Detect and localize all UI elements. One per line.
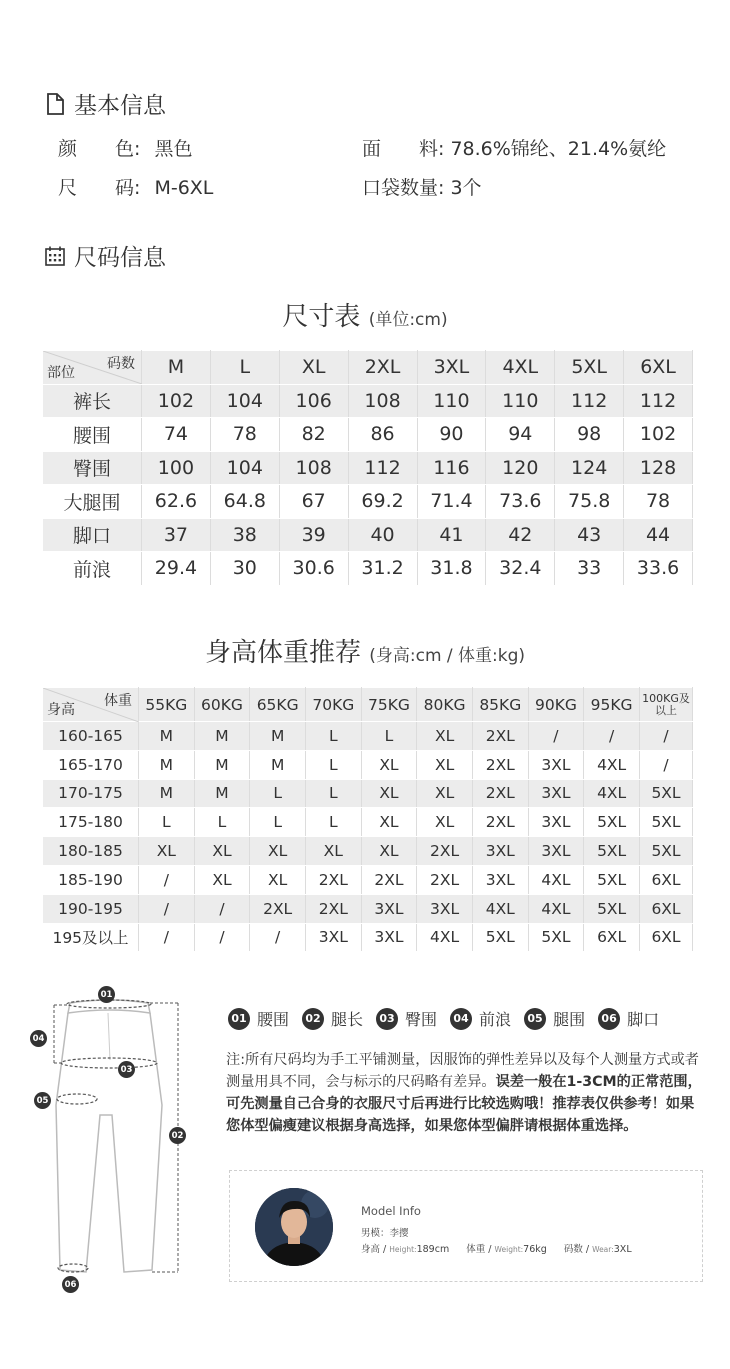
- rec-size-cell: 2XL: [472, 808, 528, 837]
- size-value-cell: 98: [555, 418, 624, 452]
- legend-number-badge: 01: [228, 1008, 250, 1030]
- fabric-row: [362, 134, 666, 161]
- model-info-title: Model Info: [361, 1204, 421, 1218]
- pocket-row: [362, 173, 482, 200]
- rec-size-cell: XL: [417, 750, 473, 779]
- size-value-cell: 42: [486, 518, 555, 552]
- height-row-label: 165-170: [43, 750, 139, 779]
- model-name: 男模：李撄: [361, 1228, 409, 1239]
- legend-item: [228, 1007, 289, 1030]
- size-header-cell: M: [142, 351, 211, 385]
- rec-size-cell: 3XL: [528, 779, 584, 808]
- size-table-title: 尺寸表: [282, 302, 361, 332]
- size-table-row: [43, 418, 693, 452]
- size-table-row: [43, 518, 693, 552]
- pin-05: 05: [34, 1092, 51, 1109]
- rec-size-cell: 2XL: [250, 894, 306, 923]
- rec-size-cell: M: [250, 722, 306, 751]
- legend-item: [450, 1007, 511, 1030]
- measure-legend: [228, 1007, 672, 1030]
- size-value-cell: 75.8: [555, 485, 624, 519]
- rec-size-cell: /: [139, 894, 195, 923]
- rec-size-cell: M: [194, 779, 250, 808]
- weight-header-cell: 85KG: [472, 688, 528, 722]
- rec-size-cell: /: [528, 722, 584, 751]
- rec-size-cell: L: [305, 808, 361, 837]
- rec-size-cell: 2XL: [305, 894, 361, 923]
- size-value-cell: 108: [348, 384, 417, 418]
- rec-size-cell: XL: [250, 865, 306, 894]
- corner-bottom-label: 身高: [47, 702, 75, 718]
- legend-item: [524, 1007, 585, 1030]
- basic-info-heading: [44, 87, 166, 120]
- size-value-cell: 124: [555, 451, 624, 485]
- weight-en: Weight:: [494, 1245, 524, 1254]
- weight-header-cell: 65KG: [250, 688, 306, 722]
- rec-size-cell: XL: [250, 837, 306, 866]
- size-value-cell: 44: [624, 518, 693, 552]
- legend-label: 腰围: [257, 1010, 290, 1029]
- fabric-value: 78.6%锦纶、21.4%氨纶: [450, 138, 667, 160]
- legend-number-badge: 06: [598, 1008, 620, 1030]
- size-row-label: 裤长: [43, 384, 142, 418]
- rec-size-cell: 2XL: [472, 779, 528, 808]
- size-header-cell: 4XL: [486, 351, 555, 385]
- height-row-label: 175-180: [43, 808, 139, 837]
- rec-size-cell: 6XL: [584, 923, 640, 952]
- size-header-cell: 3XL: [417, 351, 486, 385]
- rec-size-cell: /: [194, 894, 250, 923]
- height-en: Height:: [389, 1245, 417, 1254]
- weight-header-cell: 75KG: [361, 688, 417, 722]
- rec-size-cell: XL: [417, 808, 473, 837]
- rec-table-header-row: [43, 688, 693, 722]
- rec-size-cell: L: [250, 779, 306, 808]
- rec-size-cell: XL: [139, 837, 195, 866]
- legend-label: 腿长: [331, 1010, 364, 1029]
- size-value-cell: 67: [279, 485, 348, 519]
- size-row-label: 臀围: [43, 451, 142, 485]
- size-value-cell: 128: [624, 451, 693, 485]
- size-table-row: [43, 552, 693, 586]
- weight-header-cell: 95KG: [584, 688, 640, 722]
- rec-size-cell: M: [139, 750, 195, 779]
- rec-size-cell: XL: [417, 779, 473, 808]
- size-header-cell: 2XL: [348, 351, 417, 385]
- rec-size-cell: M: [194, 750, 250, 779]
- rec-size-cell: XL: [361, 837, 417, 866]
- rec-table: [42, 687, 693, 952]
- height-value: 189cm: [416, 1244, 450, 1255]
- corner-top-label: 体重: [104, 693, 132, 709]
- rec-size-cell: XL: [417, 722, 473, 751]
- size-table-row: [43, 485, 693, 519]
- size-value-cell: 30.6: [279, 552, 348, 586]
- size-table-unit: (单位:cm): [368, 310, 448, 330]
- size-value-cell: 104: [210, 451, 279, 485]
- fabric-label: 面 料:: [362, 138, 445, 160]
- size-value-cell: 112: [348, 451, 417, 485]
- rec-table-corner: [43, 688, 139, 722]
- legend-number-badge: 04: [450, 1008, 472, 1030]
- basic-info-title: 基本信息: [74, 93, 166, 119]
- pin-06: 06: [62, 1276, 79, 1293]
- rec-size-cell: 2XL: [417, 837, 473, 866]
- weight-header-cell: 60KG: [194, 688, 250, 722]
- height-row-label: 180-185: [43, 837, 139, 866]
- rec-table-title: 身高体重推荐: [204, 638, 361, 668]
- rec-size-cell: XL: [361, 808, 417, 837]
- size-value-cell: 62.6: [142, 485, 211, 519]
- weight-header-cell: 55KG: [139, 688, 195, 722]
- size-header-cell: 5XL: [555, 351, 624, 385]
- rec-size-cell: 4XL: [417, 923, 473, 952]
- rec-size-cell: 5XL: [640, 808, 693, 837]
- model-avatar: [255, 1188, 333, 1266]
- rec-size-cell: 5XL: [584, 808, 640, 837]
- weight-header-cell: 80KG: [417, 688, 473, 722]
- weight-cn: 体重 /: [466, 1244, 492, 1255]
- rec-size-cell: 6XL: [640, 894, 693, 923]
- height-cn: 身高 /: [361, 1244, 387, 1255]
- pants-diagram: [20, 985, 220, 1295]
- rec-size-cell: 4XL: [584, 750, 640, 779]
- pin-01: 01: [98, 986, 115, 1003]
- size-value-cell: 108: [279, 451, 348, 485]
- legend-item: [376, 1007, 437, 1030]
- size-table-corner: [43, 351, 142, 385]
- size-value-cell: 102: [624, 418, 693, 452]
- wear-en: Wear:: [592, 1245, 614, 1254]
- rec-size-cell: M: [194, 722, 250, 751]
- size-value-cell: 73.6: [486, 485, 555, 519]
- rec-size-cell: M: [139, 722, 195, 751]
- rec-table-row: [43, 894, 693, 923]
- height-row-label: 185-190: [43, 865, 139, 894]
- rec-size-cell: 2XL: [361, 865, 417, 894]
- rec-size-cell: L: [305, 722, 361, 751]
- size-value-cell: 32.4: [486, 552, 555, 586]
- size-row-label: 腰围: [43, 418, 142, 452]
- legend-label: 臀围: [405, 1010, 438, 1029]
- rec-size-cell: 6XL: [640, 923, 693, 952]
- rec-size-cell: M: [250, 750, 306, 779]
- height-row-label: 160-165: [43, 722, 139, 751]
- rec-size-cell: 4XL: [472, 894, 528, 923]
- legend-number-badge: 05: [524, 1008, 546, 1030]
- weight-value: 76kg: [523, 1244, 547, 1255]
- legend-label: 脚口: [627, 1010, 660, 1029]
- rec-size-cell: XL: [194, 865, 250, 894]
- rec-size-cell: 2XL: [472, 722, 528, 751]
- rec-size-cell: XL: [305, 837, 361, 866]
- size-header-cell: L: [210, 351, 279, 385]
- rec-table-row: [43, 779, 693, 808]
- rec-table-row: [43, 837, 693, 866]
- rec-size-cell: /: [584, 722, 640, 751]
- size-value-cell: 33.6: [624, 552, 693, 586]
- weight-header-cell: 70KG: [305, 688, 361, 722]
- size-value-cell: 31.2: [348, 552, 417, 586]
- pin-03: 03: [118, 1061, 135, 1078]
- rec-size-cell: /: [640, 722, 693, 751]
- size-value: M-6XL: [154, 177, 214, 199]
- model-stats: [361, 1241, 632, 1255]
- rec-size-cell: 2XL: [305, 865, 361, 894]
- legend-number-badge: 03: [376, 1008, 398, 1030]
- size-table-row: [43, 384, 693, 418]
- size-header-cell: 6XL: [624, 351, 693, 385]
- size-value-cell: 110: [417, 384, 486, 418]
- rec-size-cell: L: [305, 750, 361, 779]
- rec-size-cell: 3XL: [528, 808, 584, 837]
- rec-size-cell: /: [194, 923, 250, 952]
- rec-table-row: [43, 865, 693, 894]
- size-value-cell: 71.4: [417, 485, 486, 519]
- size-value-cell: 94: [486, 418, 555, 452]
- note-normal: 注:所有尺码均为手工平铺测量，因服饰的弹性差异以及每个人测量方式或者测量用具不同，会与标示的尺码略有差异。: [226, 1052, 699, 1090]
- legend-item: [598, 1007, 659, 1030]
- model-info-card: [229, 1170, 703, 1282]
- rec-size-cell: 5XL: [584, 865, 640, 894]
- height-row-label: 190-195: [43, 894, 139, 923]
- size-label: 尺 码:: [58, 177, 141, 199]
- size-table-header-row: [43, 351, 693, 385]
- rec-size-cell: 4XL: [528, 894, 584, 923]
- legend-item: [302, 1007, 363, 1030]
- size-header-cell: XL: [279, 351, 348, 385]
- rec-size-cell: 5XL: [472, 923, 528, 952]
- size-value-cell: 86: [348, 418, 417, 452]
- size-row-label: 前浪: [43, 552, 142, 586]
- rec-table-unit: (身高:cm / 体重:kg): [369, 646, 526, 666]
- rec-size-cell: 5XL: [584, 894, 640, 923]
- rec-size-cell: XL: [194, 837, 250, 866]
- calendar-icon: [44, 245, 66, 267]
- size-value-cell: 110: [486, 384, 555, 418]
- rec-size-cell: 3XL: [417, 894, 473, 923]
- rec-size-cell: /: [250, 923, 306, 952]
- rec-size-cell: 6XL: [640, 865, 693, 894]
- size-value-cell: 29.4: [142, 552, 211, 586]
- rec-size-cell: 3XL: [472, 865, 528, 894]
- size-table: [42, 350, 693, 586]
- size-value-cell: 31.8: [417, 552, 486, 586]
- document-icon: [44, 92, 66, 116]
- size-value-cell: 33: [555, 552, 624, 586]
- size-value-cell: 112: [555, 384, 624, 418]
- rec-size-cell: 3XL: [361, 894, 417, 923]
- rec-table-row: [43, 923, 693, 952]
- rec-size-cell: L: [194, 808, 250, 837]
- rec-size-cell: 3XL: [528, 750, 584, 779]
- legend-label: 腿围: [553, 1010, 586, 1029]
- rec-size-cell: 3XL: [528, 837, 584, 866]
- size-value-cell: 43: [555, 518, 624, 552]
- corner-top-label: 码数: [107, 356, 135, 372]
- color-row: [58, 134, 192, 161]
- size-row: [58, 173, 213, 200]
- rec-size-cell: 5XL: [640, 837, 693, 866]
- rec-table-heading: [0, 632, 730, 669]
- size-value-cell: 38: [210, 518, 279, 552]
- height-row-label: 170-175: [43, 779, 139, 808]
- rec-size-cell: 3XL: [361, 923, 417, 952]
- pin-02: 02: [169, 1127, 186, 1144]
- size-value-cell: 90: [417, 418, 486, 452]
- size-note: [226, 1049, 704, 1137]
- legend-number-badge: 02: [302, 1008, 324, 1030]
- size-value-cell: 102: [142, 384, 211, 418]
- weight-header-cell: 90KG: [528, 688, 584, 722]
- rec-size-cell: /: [640, 750, 693, 779]
- rec-size-cell: 4XL: [528, 865, 584, 894]
- rec-size-cell: 4XL: [584, 779, 640, 808]
- color-value: 黑色: [154, 138, 193, 160]
- size-value-cell: 120: [486, 451, 555, 485]
- legend-label: 前浪: [479, 1010, 512, 1029]
- size-value-cell: 78: [210, 418, 279, 452]
- size-value-cell: 74: [142, 418, 211, 452]
- rec-size-cell: /: [139, 923, 195, 952]
- pocket-label: 口袋数量:: [362, 177, 445, 199]
- rec-size-cell: L: [250, 808, 306, 837]
- size-info-heading: [44, 239, 166, 272]
- note-bold: 误差一般在1-3CM的正常范围，可先测量自己合身的衣服尺寸后再进行比较选购哦！推荐表仅供参考！如果您体型偏瘦建议根据身高选择，如果您体型偏胖请根据体重选择。: [226, 1074, 702, 1134]
- rec-size-cell: XL: [361, 750, 417, 779]
- rec-table-row: [43, 808, 693, 837]
- size-value-cell: 41: [417, 518, 486, 552]
- rec-size-cell: 2XL: [472, 750, 528, 779]
- rec-size-cell: L: [305, 779, 361, 808]
- size-table-heading: [0, 296, 730, 333]
- rec-table-row: [43, 722, 693, 751]
- size-value-cell: 100: [142, 451, 211, 485]
- pocket-value: 3个: [450, 177, 482, 199]
- size-value-cell: 116: [417, 451, 486, 485]
- size-value-cell: 39: [279, 518, 348, 552]
- size-value-cell: 69.2: [348, 485, 417, 519]
- size-value-cell: 78: [624, 485, 693, 519]
- weight-header-cell: 100KG及以上: [640, 688, 693, 722]
- rec-size-cell: L: [139, 808, 195, 837]
- rec-size-cell: XL: [361, 779, 417, 808]
- rec-size-cell: 5XL: [528, 923, 584, 952]
- color-label: 颜 色:: [58, 138, 141, 160]
- size-value-cell: 64.8: [210, 485, 279, 519]
- rec-size-cell: 3XL: [472, 837, 528, 866]
- size-value-cell: 104: [210, 384, 279, 418]
- size-table-row: [43, 451, 693, 485]
- size-row-label: 脚口: [43, 518, 142, 552]
- rec-size-cell: 5XL: [584, 837, 640, 866]
- rec-size-cell: 5XL: [640, 779, 693, 808]
- corner-bottom-label: 部位: [47, 364, 75, 381]
- size-row-label: 大腿围: [43, 485, 142, 519]
- size-value-cell: 82: [279, 418, 348, 452]
- size-value-cell: 30: [210, 552, 279, 586]
- size-value-cell: 112: [624, 384, 693, 418]
- rec-size-cell: L: [361, 722, 417, 751]
- pin-04: 04: [30, 1030, 47, 1047]
- size-value-cell: 40: [348, 518, 417, 552]
- height-row-label: 195及以上: [43, 923, 139, 952]
- wear-cn: 码数 /: [563, 1244, 590, 1255]
- rec-size-cell: 2XL: [417, 865, 473, 894]
- rec-size-cell: 3XL: [305, 923, 361, 952]
- rec-size-cell: M: [139, 779, 195, 808]
- rec-size-cell: /: [139, 865, 195, 894]
- wear-value: 3XL: [613, 1244, 632, 1255]
- size-value-cell: 37: [142, 518, 211, 552]
- size-value-cell: 106: [279, 384, 348, 418]
- size-info-title: 尺码信息: [74, 245, 166, 271]
- rec-table-row: [43, 750, 693, 779]
